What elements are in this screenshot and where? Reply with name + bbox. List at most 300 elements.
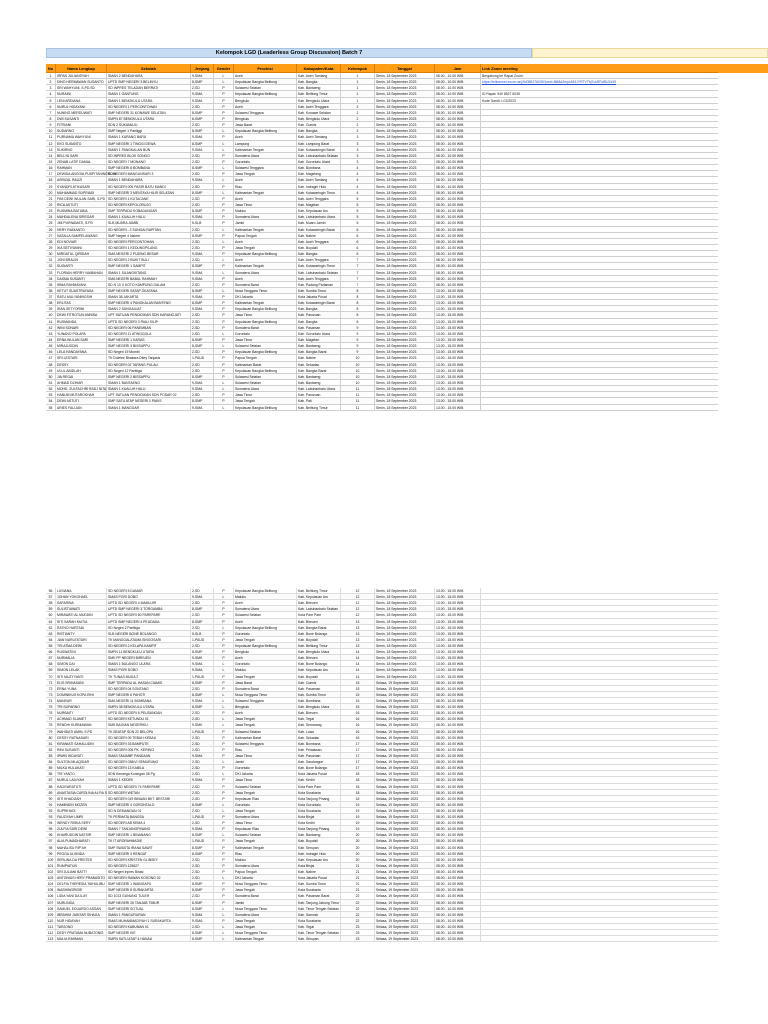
cell-tanggal: Selasa, 19 September 2023 <box>375 753 435 759</box>
cell-jam: 08.00 - 10.00 WIB <box>435 936 481 942</box>
table-body-1 <box>46 73 768 411</box>
cell-jenjang: 2-SD <box>191 790 214 796</box>
cell-kelompok: 6 <box>341 245 375 251</box>
zoom-note: Bergabung ke Rapat Zoom <box>482 74 523 78</box>
cell-nama: MOHD. ZULFACHRI RADJ NITA <box>57 387 107 392</box>
cell-provinsi: Sulawesi Selatan <box>234 380 297 386</box>
cell-gender: P <box>214 110 234 116</box>
cell-tanggal: Selasa, 19 September 2023 <box>375 918 435 924</box>
cell-kelompok: 22 <box>341 900 375 906</box>
cell-gender: P <box>214 202 234 208</box>
cell-jenjang: 2-SD <box>191 771 214 777</box>
cell-provinsi: Aceh <box>234 73 297 79</box>
cell-no: 103 <box>46 875 56 881</box>
cell-jam: 13.00 - 15.00 WIB <box>435 398 481 404</box>
cell-nama: MANSUR <box>56 698 107 704</box>
cell-jam: 08.00 - 10.00 WIB <box>435 857 481 863</box>
cell-sekolah: SD INPRES TELADAN BERRATI <box>107 85 191 91</box>
cell-jam: 13.00 - 15.00 WIB <box>435 386 481 392</box>
cell-tanggal: Senin, 18 September 2023 <box>375 141 435 147</box>
cell-jam: 08.00 - 10.00 WIB <box>435 741 481 747</box>
cell-kabupaten: Kab. Kotawaringin Timur <box>297 190 341 196</box>
cell-gender: P <box>214 643 234 649</box>
cell-tanggal: Selasa, 19 September 2023 <box>375 900 435 906</box>
cell-gender: P <box>214 686 234 692</box>
cell-kabupaten: Kab. Nabire <box>297 869 341 875</box>
cell-kelompok: 4 <box>341 177 375 183</box>
cell-jam: 08.00 - 10.00 WIB <box>435 869 481 875</box>
cell-kabupaten: Kab. Belitung Timur <box>297 405 341 411</box>
cell-tanggal: Senin, 18 September 2023 <box>375 343 435 349</box>
cell-jenjang: 9-SMA <box>191 276 214 282</box>
cell-jenjang: 2-SD <box>191 863 214 869</box>
cell-jam: 08.00 - 10.00 WIB <box>435 851 481 857</box>
cell-no: 72 <box>46 686 56 692</box>
cell-jam: 08.00 - 10.00 WIB <box>435 177 481 183</box>
cell-jenjang: 9-SMK <box>191 655 214 661</box>
header-kabupaten: Kabupaten/Kota <box>297 64 341 73</box>
cell-kabupaten: Kab. Bengkulu Utara <box>297 116 341 122</box>
sheet-title: Kelompok LGD (Leaderless Group Discussion) Batch 7 <box>46 48 532 58</box>
cell-nama: MIRAWATI AL MUDDIN <box>56 612 107 618</box>
cell-kelompok: 21 <box>341 887 375 893</box>
cell-kelompok: 9 <box>341 337 375 343</box>
cell-nama: BELLYA SARI <box>56 153 107 159</box>
cell-jam: 08.00 - 10.00 WIB <box>435 79 481 85</box>
cell-jam: 08.00 - 10.00 WIB <box>435 282 481 288</box>
cell-nama: TARJONO <box>56 924 107 930</box>
cell-jenjang: 8-SMP <box>191 337 214 343</box>
header-tanggal: Tanggal <box>375 64 435 73</box>
cell-jam: 08.00 - 10.00 WIB <box>435 698 481 704</box>
cell-sekolah: SD N 10 X KOTO KAMPUNG DALAM <box>107 282 191 288</box>
cell-provinsi: Jawa Timur <box>234 777 297 783</box>
cell-no: 26 <box>46 227 56 233</box>
cell-jam: 08.00 - 10.00 WIB <box>435 190 481 196</box>
cell-provinsi: Sumatera Utara <box>234 214 297 220</box>
cell-sekolah: SD Negeri 19 Mumbi <box>107 349 191 355</box>
cell-kabupaten: Kab. Bone Bolango <box>297 631 341 637</box>
cell-no: 46 <box>46 349 56 355</box>
cell-jenjang: 9-SMA <box>191 386 214 392</box>
cell-tanggal: Selasa, 19 September 2023 <box>375 729 435 735</box>
cell-nama: SITI MUZYYANTI <box>56 674 107 680</box>
cell-nama: FINI DEWI WULAN SARI, S.PD <box>57 196 106 201</box>
cell-nama: MIRAJUDDIN <box>56 343 107 349</box>
cell-no: 62 <box>46 625 56 631</box>
cell-jam: 08.00 - 10.00 WIB <box>435 722 481 728</box>
cell-jenjang: 2-SD <box>191 716 214 722</box>
cell-tanggal: Selasa, 19 September 2023 <box>375 936 435 942</box>
cell-kelompok: 10 <box>341 362 375 368</box>
cell-no: 100 <box>46 857 56 863</box>
cell-no: 44 <box>46 337 56 343</box>
cell-tanggal: Selasa, 19 September 2023 <box>375 875 435 881</box>
cell-kabupaten: Kab. Labuhanbatu Utara <box>297 214 341 220</box>
cell-provinsi: Kepulauan Bangka Belitung <box>234 306 297 312</box>
cell-no: 17 <box>46 171 56 177</box>
cell-kabupaten: Kab. Magelang <box>297 171 341 177</box>
cell-nama: LUSIANA <box>56 588 107 594</box>
cell-jenjang: 8-SMP <box>191 930 214 936</box>
cell-no: 54 <box>46 398 56 404</box>
cell-provinsi: Aceh <box>234 710 297 716</box>
cell-provinsi: Sulawesi Selatan <box>234 374 297 380</box>
cell-sekolah: SMAN 2 SUNGAILIAT <box>107 306 191 312</box>
cell-kabupaten: Kab. Pasuruan <box>297 753 341 759</box>
cell-tanggal: Senin, 18 September 2023 <box>375 594 435 600</box>
cell-jam: 08.00 - 10.00 WIB <box>435 202 481 208</box>
cell-kabupaten: Kota Binjai <box>297 814 341 820</box>
cell-nama: HANUM MUTAROKHAH <box>56 392 107 398</box>
cell-tanggal: Senin, 18 September 2023 <box>375 398 435 404</box>
cell-jam: 08.00 - 10.00 WIB <box>435 863 481 869</box>
cell-kabupaten: Kab. Ciamis <box>297 122 341 128</box>
header-jenjang: Jenjang <box>191 64 214 73</box>
cell-nama: TRI YANTO <box>56 771 107 777</box>
cell-kabupaten: Kab. Aceh Tenggara <box>297 196 341 202</box>
cell-kelompok: 23 <box>341 924 375 930</box>
cell-jam: 08.00 - 10.00 WIB <box>435 832 481 838</box>
cell-jenjang: 9-SMA <box>191 147 214 153</box>
cell-tanggal: Selasa, 19 September 2023 <box>375 863 435 869</box>
cell-tanggal: Selasa, 19 September 2023 <box>375 741 435 747</box>
cell-jenjang: 8-SMP <box>191 680 214 686</box>
cell-gender: P <box>214 747 234 753</box>
cell-no: 94 <box>46 820 56 826</box>
cell-provinsi: Gorontalo <box>234 765 297 771</box>
cell-no: 73 <box>46 692 56 698</box>
cell-no: 108 <box>46 906 56 912</box>
cell-kelompok: 12 <box>341 594 375 600</box>
cell-sekolah: SD NEGERI PERCONTOHAN <box>107 239 191 245</box>
cell-kelompok: 7 <box>341 257 375 263</box>
cell-provinsi: Jawa Tengah <box>234 398 297 404</box>
cell-provinsi: Jawa Timur <box>234 820 297 826</box>
cell-kabupaten: Kab. Timor Tengah Selatan <box>297 906 341 912</box>
cell-no: 57 <box>46 594 56 600</box>
cell-tanggal: Senin, 18 September 2023 <box>375 637 435 643</box>
cell-provinsi: Nusa Tenggara Timur <box>234 692 297 698</box>
cell-gender: P <box>214 900 234 906</box>
cell-sekolah: SMP NEGERI 1 WAINGAPU <box>107 881 191 887</box>
cell-tanggal: Selasa, 19 September 2023 <box>375 680 435 686</box>
cell-kelompok: 7 <box>341 263 375 269</box>
cell-sekolah: SMAN 1 MANGGAR <box>107 405 191 411</box>
cell-kelompok: 10 <box>341 355 375 361</box>
cell-jam: 08.00 - 10.00 WIB <box>435 257 481 263</box>
cell-provinsi: Bengkulu <box>234 116 297 122</box>
cell-jenjang: 2-SD <box>191 153 214 159</box>
cell-tanggal: Senin, 18 September 2023 <box>375 355 435 361</box>
cell-provinsi: Sumatera Utara <box>234 153 297 159</box>
cell-provinsi: Bengkulu <box>234 98 297 104</box>
cell-kabupaten: Kab. Pasuruan <box>297 392 341 398</box>
cell-jenjang: 2-SD <box>191 122 214 128</box>
cell-tanggal: Selasa, 19 September 2023 <box>375 790 435 796</box>
cell-jenjang: 1-PAUD <box>191 729 214 735</box>
cell-kelompok: 2 <box>341 110 375 116</box>
cell-provinsi: Jawa Timur <box>234 337 297 343</box>
cell-kelompok: 3 <box>341 159 375 165</box>
cell-provinsi: Jawa Tengah <box>234 245 297 251</box>
cell-kelompok: 4 <box>341 190 375 196</box>
cell-provinsi: Jawa Timur <box>234 753 297 759</box>
cell-no: 59 <box>46 606 56 612</box>
cell-tanggal: Senin, 18 September 2023 <box>375 171 435 177</box>
cell-kabupaten: Kab. Bombana <box>297 741 341 747</box>
cell-kelompok: 14 <box>341 649 375 655</box>
cell-jenjang: 2-SD <box>191 171 214 177</box>
cell-gender: P <box>214 282 234 288</box>
cell-tanggal: Senin, 18 September 2023 <box>375 612 435 618</box>
cell-kabupaten: Kota Binjai <box>297 863 341 869</box>
cell-provinsi: Bengkulu <box>234 649 297 655</box>
cell-kabupaten: Kab. Magetan <box>297 202 341 208</box>
cell-kelompok: 17 <box>341 747 375 753</box>
cell-gender: P <box>214 214 234 220</box>
cell-gender: P <box>214 325 234 331</box>
cell-nama: ELIS SRIHASANI <box>56 680 107 686</box>
cell-jam: 13.00 - 15.00 WIB <box>435 374 481 380</box>
cell-kabupaten: Kab. Sekadau <box>297 735 341 741</box>
cell-jenjang: 2-SD <box>191 924 214 930</box>
cell-provinsi: Jawa Tengah <box>234 887 297 893</box>
cell-jenjang: 2-SD <box>191 196 214 202</box>
cell-tanggal: Selasa, 19 September 2023 <box>375 851 435 857</box>
cell-gender: P <box>214 220 234 226</box>
cell-jenjang: 5-SLB <box>191 631 214 637</box>
cell-jam: 08.00 - 10.00 WIB <box>435 820 481 826</box>
cell-jam: 08.00 - 10.00 WIB <box>435 802 481 808</box>
cell-sekolah: SMP NEGERI 1 BINANANG <box>107 832 191 838</box>
cell-gender: L <box>214 288 234 294</box>
cell-zoom-empty <box>481 405 718 411</box>
cell-kelompok: 13 <box>341 637 375 643</box>
cell-gender: P <box>214 245 234 251</box>
cell-provinsi: Jambi <box>234 220 297 226</box>
cell-kabupaten: Kab. Labuhanbatu Selatan <box>297 153 341 159</box>
cell-jenjang: 8-SMP <box>191 263 214 269</box>
cell-no: 40 <box>46 312 56 318</box>
cell-kelompok: 2 <box>341 128 375 134</box>
cell-gender: L <box>214 704 234 710</box>
cell-provinsi: Maluku <box>234 208 297 214</box>
header-provinsi: Provinsi <box>234 64 297 73</box>
cell-tanggal: Senin, 18 September 2023 <box>375 165 435 171</box>
cell-gender: L <box>214 190 234 196</box>
cell-tanggal: Senin, 18 September 2023 <box>375 661 435 667</box>
cell-kelompok: 18 <box>341 777 375 783</box>
cell-kabupaten: Kota Surakarta <box>297 808 341 814</box>
cell-nama: NURLINDA <box>56 900 107 906</box>
cell-provinsi: Sumatera Utara <box>234 814 297 820</box>
cell-gender: P <box>214 838 234 844</box>
cell-kabupaten: Kab. Belitung Timur <box>297 91 341 97</box>
cell-gender: L <box>214 698 234 704</box>
cell-gender: L <box>214 802 234 808</box>
cell-jenjang: 9-SMA <box>191 777 214 783</box>
cell-sekolah: SMP TERPADU KOBADANGAR <box>107 208 191 214</box>
cell-nama: SERLINA DA FREITES <box>56 857 107 863</box>
cell-jenjang: 2-SD <box>191 759 214 765</box>
cell-no: 32 <box>46 263 56 269</box>
cell-tanggal: Selasa, 19 September 2023 <box>375 857 435 863</box>
cell-tanggal: Senin, 18 September 2023 <box>375 116 435 122</box>
cell-sekolah: SD NEGERI MANGUNSARI 3 <box>107 171 191 177</box>
cell-sekolah: SMP NEGERI 6 PAHOTI <box>107 692 191 698</box>
cell-no: 22 <box>46 202 56 208</box>
cell-kelompok: 16 <box>341 722 375 728</box>
cell-provinsi: Jambi <box>234 759 297 765</box>
cell-no: 79 <box>46 729 56 735</box>
cell-jenjang: 8-SMP <box>191 116 214 122</box>
cell-nama: EDI NOVIAR <box>56 239 107 245</box>
cell-sekolah: SD NEGERI 125627 <box>107 863 191 869</box>
cell-jenjang: 9-SMA <box>191 73 214 79</box>
cell-kelompok: 1 <box>341 79 375 85</box>
cell-gender: L <box>214 771 234 777</box>
cell-provinsi: Sulawesi Tenggara <box>234 741 297 747</box>
cell-jenjang: 1-PAUD <box>191 355 214 361</box>
cell-gender: P <box>214 116 234 122</box>
cell-jam: 08.00 - 10.00 WIB <box>435 141 481 147</box>
cell-jam: 08.00 - 10.00 WIB <box>435 875 481 881</box>
cell-kelompok: 15 <box>341 704 375 710</box>
cell-gender: P <box>214 790 234 796</box>
cell-kabupaten: Kab. Timor Tengah Selatan <box>297 930 341 936</box>
cell-kelompok: 14 <box>341 667 375 673</box>
cell-sekolah: SMP NEGERI 4 GORONTALO <box>107 802 191 808</box>
cell-kelompok: 1 <box>341 73 375 79</box>
cell-jam: 08.00 - 10.00 WIB <box>435 759 481 765</box>
cell-sekolah: SMAN 1 BANTAENG <box>107 380 191 386</box>
cell-provinsi: Sulawesi Selatan <box>234 343 297 349</box>
cell-provinsi: Aceh <box>234 196 297 202</box>
cell-nama: ASRIZAL RAUZI <box>56 177 107 183</box>
cell-provinsi: Jawa Tengah <box>234 171 297 177</box>
cell-jenjang: 9-SMA <box>191 177 214 183</box>
cell-kabupaten: Kab. Magetan <box>297 337 341 343</box>
cell-tanggal: Senin, 18 September 2023 <box>375 239 435 245</box>
cell-jenjang: 9-SMA <box>191 667 214 673</box>
cell-jenjang: 1-PAUD <box>191 814 214 820</box>
cell-kelompok: 2 <box>341 104 375 110</box>
cell-sekolah: TK IT ARORAHMADIE <box>107 838 191 844</box>
cell-kelompok: 10 <box>341 374 375 380</box>
cell-provinsi: Sulawesi Selatan <box>234 85 297 91</box>
cell-kelompok: 1 <box>341 91 375 97</box>
cell-no: 106 <box>46 893 56 899</box>
cell-gender: L <box>214 722 234 728</box>
cell-jam: 08.00 - 10.00 WIB <box>435 270 481 276</box>
cell-jenjang: 8-SMP <box>191 832 214 838</box>
cell-no: 58 <box>46 600 56 606</box>
cell-sekolah: SMAN 2 BENDAHARA <box>107 73 191 79</box>
cell-kabupaten: Kab. Konawe Selatan <box>297 110 341 116</box>
cell-no: 75 <box>46 704 56 710</box>
cell-nama: KADIYARATUTI <box>56 784 107 790</box>
cell-jenjang: 2-SD <box>191 588 214 594</box>
cell-provinsi: Gorontalo <box>234 331 297 337</box>
cell-gender: P <box>214 251 234 257</box>
cell-jam: 08.00 - 10.00 WIB <box>435 276 481 282</box>
cell-jam: 13.00 - 15.00 WIB <box>435 612 481 618</box>
cell-kelompok: 20 <box>341 845 375 851</box>
cell-gender: L <box>214 716 234 722</box>
cell-nama: LELA HANDAYANA <box>56 349 107 355</box>
cell-kabupaten: Kab. Aceh Tenggara <box>297 239 341 245</box>
cell-kelompok: 14 <box>341 661 375 667</box>
cell-jam: 08.00 - 10.00 WIB <box>435 110 481 116</box>
cell-provinsi: Jawa Tengah <box>234 722 297 728</box>
cell-nama: PURNAMA WAHYUNI <box>56 134 107 140</box>
cell-provinsi: Riau <box>234 184 297 190</box>
cell-jam: 08.00 - 10.00 WIB <box>435 716 481 722</box>
cell-sekolah: SD NEGERI 019 BINAAN BKT. BESTARI <box>107 796 191 802</box>
cell-kelompok: 8 <box>341 300 375 306</box>
cell-sekolah: SMP NEGERI 31 KONAWE SELATAN <box>107 110 191 116</box>
cell-jam: 08.00 - 10.00 WIB <box>435 91 481 97</box>
cell-gender: L <box>214 808 234 814</box>
cell-tanggal: Selasa, 19 September 2023 <box>375 710 435 716</box>
cell-nama: ZULFIA SARI DEWI <box>56 826 107 832</box>
cell-tanggal: Senin, 18 September 2023 <box>375 405 435 411</box>
cell-kelompok: 3 <box>341 141 375 147</box>
cell-tanggal: Senin, 18 September 2023 <box>375 104 435 110</box>
cell-jenjang: 2-SD <box>191 857 214 863</box>
cell-gender: L <box>214 832 234 838</box>
cell-kabupaten: Kab. Kepulauan Aru <box>297 857 341 863</box>
zoom-link[interactable]: https://telkomsel.zoom.us/j/94085276035?pwd=NB8dZmpUM3JYRTVTbj7ckRRdRUZz09 <box>482 80 617 85</box>
cell-kabupaten: Kab. Pasuruan <box>297 312 341 318</box>
cell-sekolah: UPTD SD NEGERI 3 RIAU SILIP <box>107 319 191 325</box>
cell-sekolah: SD 1013 GUNUNG TULEH <box>107 893 191 899</box>
cell-no: 83 <box>46 753 56 759</box>
cell-no: 77 <box>46 716 56 722</box>
cell-kabupaten: Kab. Kepulauan Aru <box>297 667 341 673</box>
cell-no: 14 <box>46 153 56 159</box>
cell-no: 81 <box>46 741 56 747</box>
cell-tanggal: Senin, 18 September 2023 <box>375 134 435 140</box>
cell-nama: SUDARNO <box>56 128 107 134</box>
cell-nama: NURBAITI <box>56 710 107 716</box>
cell-jam: 08.00 - 10.00 WIB <box>435 251 481 257</box>
cell-kabupaten: Kab. Indragiri Hulu <box>297 184 341 190</box>
cell-jenjang: 2-SD <box>191 612 214 618</box>
cell-kelompok: 16 <box>341 729 375 735</box>
cell-nama: JOHAN YOKOHAEL <box>56 594 107 600</box>
header-kelompok: Kelompok <box>341 64 375 73</box>
cell-tanggal: Senin, 18 September 2023 <box>375 73 435 79</box>
cell-sekolah: SMAS SMUMBF PANDAAN <box>107 753 191 759</box>
cell-sekolah: UPTD SD NEGERI 60 PAREPARE <box>107 612 191 618</box>
cell-nama: SRI JULIANI BATTI <box>56 869 107 875</box>
cell-tanggal: Senin, 18 September 2023 <box>375 288 435 294</box>
cell-jenjang: 9-SMA <box>191 134 214 140</box>
cell-nama: DEWI ASTUTI <box>56 398 107 404</box>
cell-sekolah: TK Dolelee Bhakara Ditey Tanjasis <box>107 355 191 361</box>
cell-jam: 13.00 - 15.00 WIB <box>435 319 481 325</box>
cell-kabupaten: Kab. Bangka <box>297 79 341 85</box>
zoom-note: Kode Sandi: LGD2023 <box>482 98 516 103</box>
cell-jenjang: 2-SD <box>191 735 214 741</box>
cell-provinsi: Maluku <box>234 667 297 673</box>
cell-provinsi: Kalimantan Tengah <box>234 300 297 306</box>
cell-jam: 13.00 - 15.00 WIB <box>435 667 481 673</box>
cell-jam: 08.00 - 10.00 WIB <box>435 122 481 128</box>
cell-kabupaten: Kab. Aceh Tenggara <box>297 257 341 263</box>
